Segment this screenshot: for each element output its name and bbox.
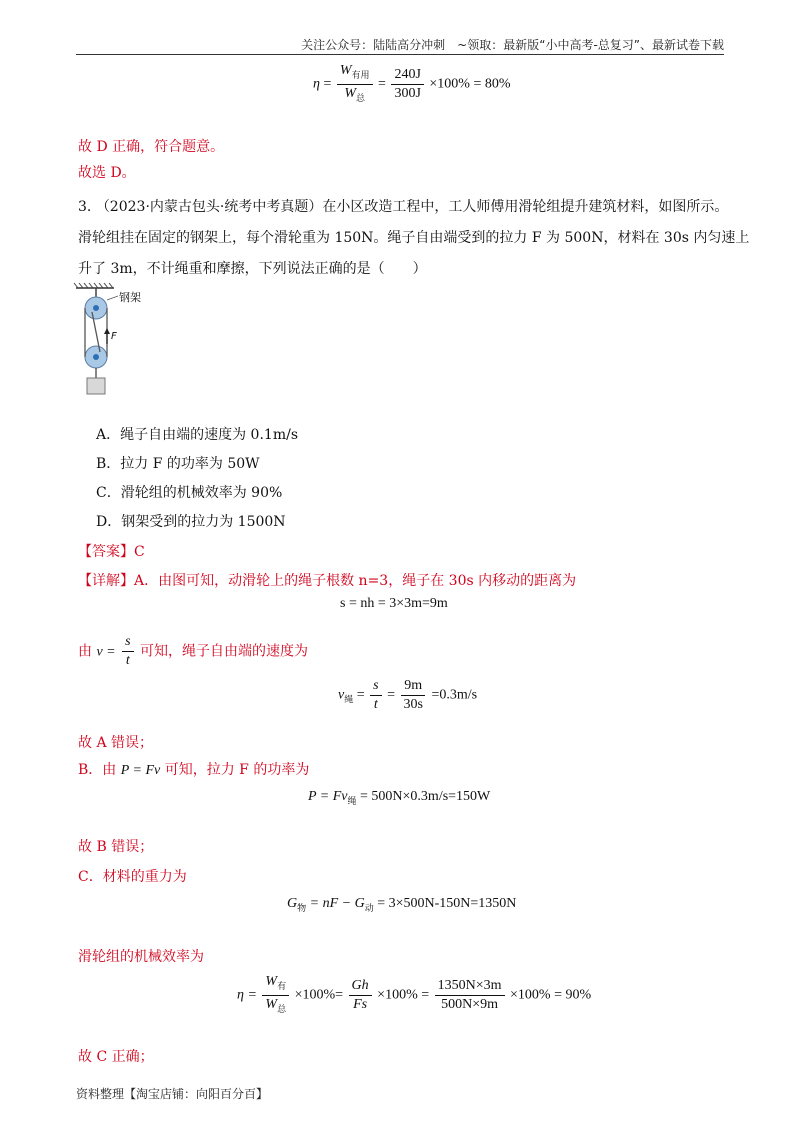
efficiency-intro: 滑轮组的机械效率为 <box>78 949 204 965</box>
power-formula: $P = Fv_绳 = 500N\times 0.3m/s=150W$ <box>308 789 491 806</box>
page-header: 关注公众号：陆陆高分冲刺 ~领取：最新版“小中高考-总复习”、最新试卷下载 <box>301 38 724 52</box>
answer-line <box>78 541 145 561</box>
option-d: D．钢架受到的拉力为 1500N <box>96 514 286 530</box>
answer-value: C <box>134 544 145 560</box>
option-b: B．拉力 F 的功率为 50W <box>96 456 260 472</box>
detail-tag: 【详解】 <box>78 573 134 589</box>
question-number: 3. <box>78 199 92 215</box>
d-correct-line: 故 D 正确，符合题意。 <box>78 139 225 155</box>
c-correct-line: 故 C 正确； <box>78 1049 154 1065</box>
option-c: C．滑轮组的机械效率为 90% <box>96 485 283 501</box>
c-intro: C．材料的重力为 <box>78 869 187 885</box>
force-arrow-icon <box>104 328 110 334</box>
distance-formula: s = nh = 3×3m=9m <box>340 596 448 611</box>
b-intro: B．由 P = Fv 可知，拉力 F 的功率为 <box>78 762 310 778</box>
frame-label: 钢架 <box>119 291 141 304</box>
pulley-system-figure <box>70 282 160 400</box>
detail-a-intro: 【详解】A．由图可知，动滑轮上的绳子根数 n=3，绳子在 30s 内移动的距离为 <box>78 573 577 589</box>
force-label: F <box>111 331 117 342</box>
top-efficiency-formula: η = $\frac{W_{有用}}{W_总}$ = $\frac{240J}{300J}$ ×100% = 80% <box>313 63 511 103</box>
a-wrong-line: 故 A 错误； <box>78 735 154 751</box>
velocity-intro: 由 v = $\frac{s}{t}$ 可知，绳子自由端的速度为 <box>78 634 308 668</box>
question-line-2: 滑轮组挂在固定的钢架上，每个滑轮重为 150N。绳子自由端受到的拉力 F 为 500N，材料在 30s 内匀速上 <box>78 230 750 246</box>
gravity-formula: $G_物$ = nF − $G_动 = 3\times 500N-150N=1350N$ <box>287 896 517 913</box>
header-divider <box>76 54 724 55</box>
rope-velocity-formula: $v_绳$ = $\frac{s}{t}$ = $\frac{9m}{30s}$ =0.3m/s <box>338 678 478 712</box>
question-line-1: 3. （2023·内蒙古包头·统考中考真题）在小区改造工程中，工人师傅用滑轮组提升建筑材料，如图所示。 <box>78 199 729 215</box>
answer-tag: 【答案】 <box>78 544 134 560</box>
option-a: A．绳子自由端的速度为 0.1m/s <box>96 427 299 443</box>
b-wrong-line: 故 B 错误； <box>78 839 154 855</box>
choose-d-line: 故选 D。 <box>78 165 136 181</box>
page-footer: 资料整理【淘宝店铺：向阳百分百】 <box>76 1087 269 1101</box>
question-line-3: 升了 3m，不计绳重和摩擦，下列说法正确的是（ ） <box>78 261 427 277</box>
efficiency-formula: η = $\frac{W_有}{W_总}$ ×100%= $\frac{Gh}{Fs}$ ×100% = $\frac{1350N\times 3m}{500N\times 9m}$ ×100% = 90% <box>237 974 592 1014</box>
material-block <box>87 378 105 394</box>
